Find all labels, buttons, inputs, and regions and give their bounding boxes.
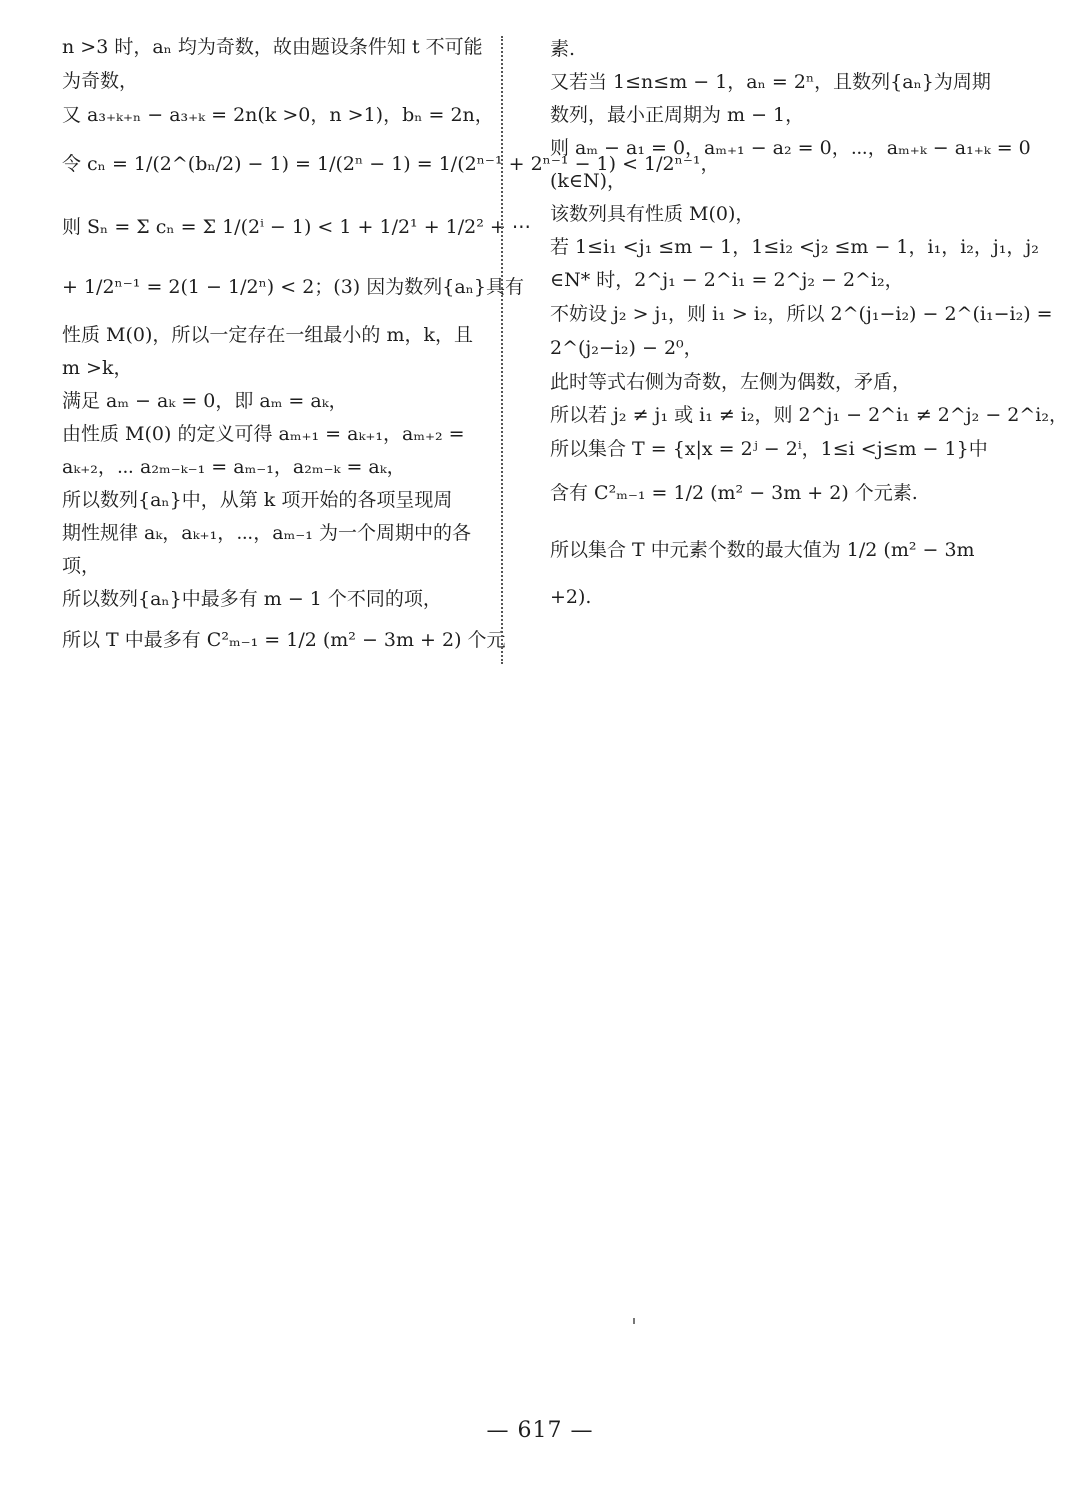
text-line: 又若当 1≤n≤m − 1，aₙ = 2ⁿ，且数列{aₙ}为周期 [550, 71, 991, 93]
formula-line: 含有 C²ₘ₋₁ = 1/2 (m² − 3m + 2) 个元素. [550, 482, 918, 504]
column-divider [501, 36, 503, 664]
text-line: 所以若 j₂ ≠ j₁ 或 i₁ ≠ i₂，则 2^j₁ − 2^i₁ ≠ 2^j₂ − 2^i₂， [550, 404, 1068, 426]
text-line: 性质 M(0)，所以一定存在一组最小的 m，k，且 [62, 324, 473, 346]
text-line: 则 aₘ − a₁ = 0，aₘ₊₁ − a₂ = 0，⋯，aₘ₊ₖ − a₁₊ₖ = 0 [550, 137, 1031, 159]
text-line: 所以集合 T = {x|x = 2ʲ − 2ⁱ，1≤i <j≤m − 1}中 [550, 438, 988, 460]
text-line: 该数列具有性质 M(0)， [550, 203, 755, 225]
text-line: 期性规律 aₖ，aₖ₊₁，⋯，aₘ₋₁ 为一个周期中的各 [62, 522, 471, 544]
text-line: (k∈N)， [550, 170, 627, 192]
text-line: ∈N* 时，2^j₁ − 2^i₁ = 2^j₂ − 2^i₂， [550, 269, 904, 291]
formula-line: + 1/2ⁿ⁻¹ = 2(1 − 1/2ⁿ) < 2；(3) 因为数列{aₙ}具有 [62, 276, 524, 298]
text-line: 数列，最小正周期为 m − 1， [550, 104, 805, 126]
formula-line: 令 cₙ = 1/(2^(bₙ/2) − 1) = 1/(2ⁿ − 1) = 1/(2ⁿ⁻¹ + 2ⁿ⁻¹ − 1) < 1/2ⁿ⁻¹， [62, 153, 720, 175]
formula-line: 所以集合 T 中元素个数的最大值为 1/2 (m² − 3m [550, 539, 975, 561]
text-line: 2^(j₂−i₂) − 2⁰， [550, 337, 703, 359]
text-line: 所以数列{aₙ}中最多有 m − 1 个不同的项， [62, 588, 442, 610]
text-line: 此时等式右侧为奇数，左侧为偶数，矛盾， [550, 371, 912, 393]
text-line: 满足 aₘ − aₖ = 0，即 aₘ = aₖ， [62, 390, 348, 412]
text-line: 又 a₃₊ₖ₊ₙ − a₃₊ₖ = 2n(k >0，n >1)，bₙ = 2n， [62, 104, 494, 126]
scan-speck [633, 1318, 635, 1324]
text-line: n >3 时，aₙ 均为奇数，故由题设条件知 t 不可能 [62, 36, 483, 58]
text-line: 为奇数， [62, 70, 139, 92]
text-line: 不妨设 j₂ > j₁，则 i₁ > i₂，所以 2^(j₁−i₂) − 2^(i₁−i₂) = [550, 303, 1053, 325]
page-number: — 617 — [486, 1418, 594, 1443]
text-line: 素. [550, 38, 576, 60]
text-line: +2). [550, 586, 592, 608]
text-line: aₖ₊₂，⋯ a₂ₘ₋ₖ₋₁ = aₘ₋₁，a₂ₘ₋ₖ = aₖ， [62, 456, 406, 478]
text-line: 所以数列{aₙ}中，从第 k 项开始的各项呈现周 [62, 489, 453, 511]
formula-line: 所以 T 中最多有 C²ₘ₋₁ = 1/2 (m² − 3m + 2) 个元 [62, 629, 506, 651]
text-line: 由性质 M(0) 的定义可得 aₘ₊₁ = aₖ₊₁，aₘ₊₂ = [62, 423, 465, 445]
text-line: m >k， [62, 357, 133, 379]
text-line: 若 1≤i₁ <j₁ ≤m − 1，1≤i₂ <j₂ ≤m − 1，i₁，i₂，j₁，j₂ [550, 236, 1039, 258]
text-line: 项， [62, 555, 101, 577]
formula-line: 则 Sₙ = Σ cₙ = Σ 1/(2ⁱ − 1) < 1 + 1/2¹ + 1/2² + ⋯ [62, 216, 531, 238]
